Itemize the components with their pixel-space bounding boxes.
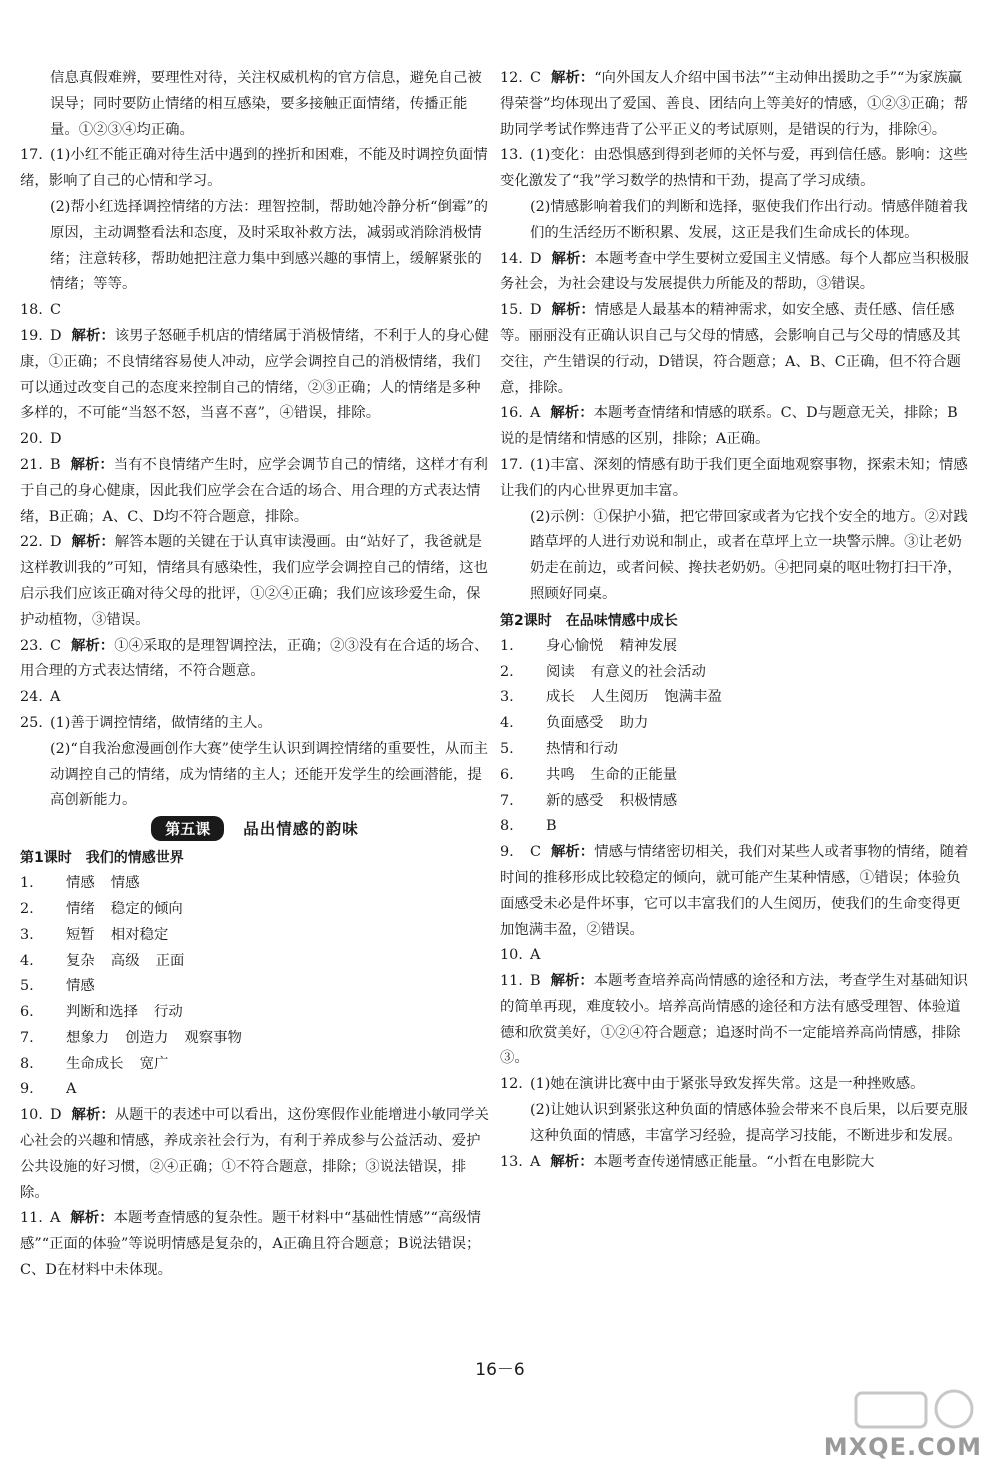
answer-item: [20, 453, 490, 530]
fill-answer-item: [500, 685, 970, 711]
fill-answer-item: [20, 1000, 490, 1026]
question-number: 11.: [20, 1210, 43, 1227]
fill-blank-answer: 有意义的社会活动: [590, 663, 706, 680]
page-number: 16－6: [475, 1360, 525, 1380]
fill-answer-item: [500, 711, 970, 737]
question-number: 24.: [20, 689, 43, 706]
question-number: 23.: [20, 637, 43, 654]
fill-blank-answer: 宽广: [139, 1055, 169, 1072]
fill-answer-item: [20, 871, 490, 897]
answer-item: [500, 298, 970, 401]
fill-blank-answer: 判断和选择: [66, 1004, 138, 1021]
answer-item: [500, 401, 970, 453]
answer-item: [20, 1206, 490, 1283]
answer-paragraph: (2)让她认识到紧张这种负面的情感体验会带来不良后果，以后要克服这种负面的情感，丰富学习经验，提高学习技能，不断进步和发展。: [530, 1102, 968, 1144]
answer-choice: B: [50, 456, 61, 473]
fill-blank-answer: 情感: [66, 875, 95, 892]
fill-blank-answer: 观察事物: [184, 1029, 242, 1046]
analysis-text: 当有不良情绪产生时，应学会调节自己的情绪，这样才有利于自己的身心健康，因此我们应学会在合适的场合、用合理的方式表达情绪，B正确；A、C、D均不符合题意，排除。: [20, 456, 488, 525]
fill-blank-answer: 正面: [155, 952, 185, 969]
fill-answer-item: [500, 789, 970, 815]
answer-choice: C: [530, 70, 542, 86]
answer-choice: D: [50, 327, 62, 344]
right-column: [500, 66, 970, 1175]
question-number: 25.: [20, 714, 43, 731]
question-number: 12.: [500, 70, 523, 86]
analysis-label: 解析：: [551, 302, 595, 319]
lesson-subheading-1: 第1课时 我们的情感世界: [20, 850, 184, 867]
question-number: 6.: [20, 1004, 34, 1021]
analysis-label: 解析：: [71, 637, 115, 654]
analysis-label: 解析：: [551, 250, 595, 267]
answer-choice: A: [530, 405, 541, 422]
analysis-label: 解析：: [551, 70, 595, 86]
fill-blank-answer: 创造力: [125, 1029, 169, 1046]
answer-item: [500, 1072, 970, 1149]
analysis-text: 本题考查培养高尚情感的途径和方法，考查学生对基础知识的简单再现，难度较小。培养高尚情感的途径和方法有感受理智、体验道德和欣赏美好，①②④符合题意；追逐时尚不一定能培养高尚情感，排除③。: [500, 973, 968, 1067]
analysis-text: “向外国友人介绍中国书法”“主动伸出援助之手”“为家族赢得荣誉”均体现出了爱国、善良、团结向上等美好的情感，①②③正确；帮助同学考试作弊违背了公平正义的考试原则，是错误的行为，排除④。: [500, 70, 968, 138]
answer-item: [500, 1150, 970, 1176]
answer-item: [20, 1103, 490, 1206]
left-column: [20, 66, 490, 1284]
question-number: 3.: [20, 926, 34, 943]
answer-choice: A: [530, 1153, 541, 1170]
watermark-text: MXQE.COM: [823, 1433, 982, 1461]
analysis-label: 解析：: [71, 1107, 115, 1124]
fill-answer-item: [20, 1077, 490, 1103]
fill-blank-answer: 共鸣: [546, 766, 575, 783]
fill-blank-answer: 精神发展: [619, 637, 678, 654]
fill-answer-item: [500, 660, 970, 686]
analysis-text: 本题考查中学生要树立爱国主义情感。每个人都应当积极服务社会，为社会建设与发展提供力所能及的帮助，③错误。: [500, 250, 969, 293]
fill-blank-answer: 短暂: [66, 926, 95, 943]
answer-item: [500, 840, 970, 943]
question-number: 10.: [20, 1107, 43, 1124]
answer-continuation: 信息真假难辨，要理性对待，关注权威机构的官方信息，避免自己被误导；同时要防止情绪的相互感染，要多接触正面情绪，传播正能量。①②③④均正确。: [50, 70, 482, 138]
analysis-label: 解析：: [70, 456, 114, 473]
question-number: 7.: [20, 1029, 34, 1046]
fill-blank-answer: 负面感受: [546, 715, 604, 732]
fill-blank-answer: 复杂: [66, 952, 95, 969]
answer-paragraph: (1)小红不能正确对待生活中遇到的挫折和困难，不能及时调控负面情绪，影响了自己的心情和学习。: [20, 147, 488, 190]
fill-answer-item: [500, 634, 970, 660]
fill-blank-answer: 行动: [153, 1004, 183, 1021]
answer-paragraph: (1)她在演讲比赛中由于紧张导致发挥失常。这是一种挫败感。: [530, 1076, 925, 1093]
left-entries-bottom: [20, 1103, 490, 1284]
answer-item: [20, 530, 490, 633]
analysis-text: 从题干的表述中可以看出，这份寒假作业能增进小敏同学关心社会的兴趣和情感，养成亲社会行为，有利于养成参与公益活动、爱护公共设施的好习惯，②④正确；①不符合题意，排除；③说法错误，排除。: [20, 1107, 489, 1201]
answer-choice: D: [530, 302, 542, 319]
question-number: 9.: [20, 1081, 34, 1098]
question-number: 2.: [20, 900, 34, 917]
analysis-label: 解析：: [550, 973, 594, 990]
analysis-label: 解析：: [550, 1153, 594, 1170]
question-number: 6.: [500, 766, 514, 783]
fill-blank-answer: 生命成长: [66, 1055, 124, 1072]
answer-paragraph: (2)“自我治愈漫画创作大赛”使学生认识到调控情绪的重要性，从而主动调控自己的情绪，成为情绪的主人；还能开发学生的绘画潜能，提高创新能力。: [50, 740, 489, 809]
question-number: 7.: [500, 792, 514, 809]
analysis-text: 情感与情绪密切相关，我们对某些人或者事物的情绪，随着时间的推移形成比较稳定的倾向，就可能产生某种情感，①错误；体验负面感受未必是件坏事，它可以丰富我们的人生阅历，使我们的生命变得更加饱满丰盈，②错误。: [500, 844, 969, 938]
question-number: 4.: [500, 715, 514, 732]
answer-item: [500, 143, 970, 246]
analysis-text: 该男子怒砸手机店的情绪属于消极情绪，不利于人的身心健康，①正确；不良情绪容易使人冲动，应学会调控自己的消极情绪，我们可以通过改变自己的态度来控制自己的情绪，②③正确；人的情绪是多种多样的，不可能“当怒不怒，当喜不喜”，④错误，排除。: [20, 327, 489, 422]
analysis-label: 解析：: [551, 844, 595, 861]
answer-choice: C: [50, 302, 62, 319]
question-number: 5.: [500, 740, 514, 757]
lesson-subheading-2: 第2课时 在品味情感中成长: [500, 612, 678, 629]
fill-blank-answer: B: [546, 818, 557, 835]
question-number: 8.: [20, 1055, 34, 1072]
fill-blank-answer: 稳定的倾向: [110, 900, 183, 917]
answer-paragraph: (2)帮小红选择调控情绪的方法：理智控制，帮助她冷静分析“倒霉”的原因，主动调整看法和态度，及时采取补救方法，减弱或消除消极情绪；注意转移，帮助她把注意力集中到感兴趣的事情上，缓解紧张的情绪；等等。: [50, 198, 489, 293]
question-number: 10.: [500, 947, 523, 964]
answer-item: [500, 247, 970, 299]
question-number: 16.: [500, 405, 523, 422]
fill-blank-answer: A: [66, 1081, 77, 1098]
answer-choice: D: [50, 431, 62, 448]
analysis-label: 解析：: [70, 1210, 114, 1227]
fill-answer-item: [20, 897, 490, 923]
fill-blank-answer: 想象力: [66, 1029, 110, 1046]
fill-answer-item: [500, 763, 970, 789]
answer-item: [20, 143, 490, 298]
answer-item: [20, 324, 490, 427]
fill-blank-answer: 相对稳定: [110, 926, 169, 943]
fill-blank-answer: 情绪: [66, 900, 95, 917]
question-number: 19.: [20, 327, 43, 344]
fill-blank-answer: 情感: [66, 978, 95, 995]
answer-choice: A: [50, 1210, 61, 1227]
fill-blank-answer: 积极情感: [619, 792, 678, 809]
lesson-title: 品出情感的韵味: [243, 820, 359, 839]
question-number: 13.: [500, 1153, 523, 1170]
answer-paragraph: (1)变化：由恐惧感到得到老师的关怀与爱，再到信任感。影响：这些变化激发了“我”学习数学的热情和干劲，提高了学习成绩。: [500, 147, 968, 190]
question-number: 15.: [500, 302, 523, 319]
question-number: 1.: [20, 875, 34, 892]
answer-item: [20, 685, 490, 711]
analysis-text: 本题考查情感的复杂性。题干材料中“基础性情感”“高级情感”“正面的体验”等说明情感是复杂的，A正确且符合题意；B说法错误；C、D在材料中未体现。: [20, 1210, 482, 1279]
fill-blank-answer: 高级: [110, 952, 140, 969]
analysis-label: 解析：: [71, 534, 115, 551]
fill-blank-answer: 生命的正能量: [590, 766, 678, 783]
right-fill-answers: [500, 634, 970, 840]
answer-item: [20, 634, 490, 686]
fill-answer-item: [20, 949, 490, 975]
fill-blank-answer: 人生阅历: [590, 689, 649, 706]
fill-answer-item: [20, 1052, 490, 1078]
answer-item: [20, 427, 490, 453]
answer-paragraph: (1)善于调控情绪，做情绪的主人。: [50, 714, 272, 731]
fill-answer-item: [500, 814, 970, 840]
question-number: 21.: [20, 456, 43, 473]
answer-paragraph: (2)示例：①保护小猫，把它带回家或者为它找个安全的地方。②对践踏草坪的人进行劝说和制止，或者在草坪上立一块警示牌。③让老奶奶走在前边，或者问候、搀扶老奶奶。④把同桌的呕吐物打扫干净，照顾好同桌。: [530, 508, 968, 602]
answer-choice: B: [530, 973, 541, 990]
analysis-text: 情感是人最基本的精神需求，如安全感、责任感、信任感等。丽丽没有正确认识自己与父母的情感，会影响自己与父母的情感及其交往，产生错误的行动，D错误，符合题意；A、B、C正确，但不符合题意，排除。: [500, 302, 961, 396]
question-number: 22.: [20, 534, 43, 551]
analysis-text: 本题考查情绪和情感的联系。C、D与题意无关，排除；B说的是情绪和情感的区别，排除；A正确。: [500, 405, 958, 448]
fill-blank-answer: 阅读: [546, 663, 575, 680]
fill-answer-item: [20, 974, 490, 1000]
right-entries-bottom: [500, 840, 970, 1175]
question-number: 14.: [500, 250, 523, 267]
answer-item: [500, 969, 970, 1072]
answer-choice: D: [50, 534, 62, 551]
answer-item: [20, 711, 490, 814]
question-number: 8.: [500, 818, 514, 835]
question-number: 3.: [500, 689, 514, 706]
answer-item: [20, 66, 490, 143]
question-number: 4.: [20, 952, 34, 969]
question-number: 13.: [500, 147, 523, 164]
answer-choice: C: [50, 637, 62, 654]
answer-paragraph: (2)情感影响着我们的判断和选择，驱使我们作出行动。情感伴随着我们的生活经历不断积累、发展，这正是我们生命成长的体现。: [530, 198, 968, 241]
fill-answer-item: [500, 737, 970, 763]
answer-choice: D: [50, 1107, 62, 1124]
answer-paragraph: (1)丰富、深刻的情感有助于我们更全面地观察事物，探索未知；情感让我们的内心世界更加丰富。: [500, 456, 968, 499]
answer-choice: C: [530, 844, 542, 861]
analysis-label: 解析：: [550, 405, 594, 422]
question-number: 1.: [500, 637, 514, 654]
answer-choice: A: [530, 947, 541, 964]
answer-item: [500, 453, 970, 608]
left-entries-top: [20, 66, 490, 814]
fill-blank-answer: 助力: [619, 715, 649, 732]
question-number: 5.: [20, 978, 34, 995]
answer-item: [500, 66, 970, 143]
lesson-badge: 第五课: [151, 816, 224, 841]
fill-blank-answer: 情感: [110, 875, 140, 892]
question-number: 11.: [500, 973, 523, 990]
answer-choice: A: [50, 689, 61, 706]
fill-answer-item: [20, 923, 490, 949]
fill-blank-answer: 成长: [546, 689, 575, 706]
fill-blank-answer: 新的感受: [546, 792, 604, 809]
fill-blank-answer: 热情和行动: [546, 740, 618, 757]
question-number: 2.: [500, 663, 514, 680]
answer-item: [20, 298, 490, 324]
analysis-label: 解析：: [71, 327, 115, 344]
question-number: 9.: [500, 844, 514, 861]
right-entries-top: [500, 66, 970, 608]
fill-blank-answer: 饱满丰盈: [664, 689, 722, 706]
fill-answer-item: [20, 1026, 490, 1052]
lesson-heading: [20, 816, 490, 841]
question-number: 17.: [20, 147, 43, 164]
analysis-text: 解答本题的关键在于认真审读漫画。由“站好了，我爸就是这样教训我的”可知，情绪具有感染性，我们应学会调控自己的情绪，这也启示我们应该正确对待父母的批评，①②④正确；我们应该珍爱生命，保护动植物，③错误。: [20, 534, 488, 628]
analysis-text: ①④采取的是理智调控法，正确；②③没有在合适的场合、用合理的方式表达情绪，不符合题意。: [20, 637, 489, 680]
left-fill-answers: [20, 871, 490, 1103]
answer-choice: D: [530, 250, 542, 267]
question-number: 17.: [500, 456, 523, 473]
question-number: 20.: [20, 431, 43, 448]
question-number: 12.: [500, 1076, 523, 1093]
analysis-text: 本题考查传递情感正能量。“小哲在电影院大: [593, 1153, 875, 1170]
fill-blank-answer: 身心愉悦: [546, 637, 604, 654]
answer-item: [500, 943, 970, 969]
question-number: 18.: [20, 302, 43, 319]
